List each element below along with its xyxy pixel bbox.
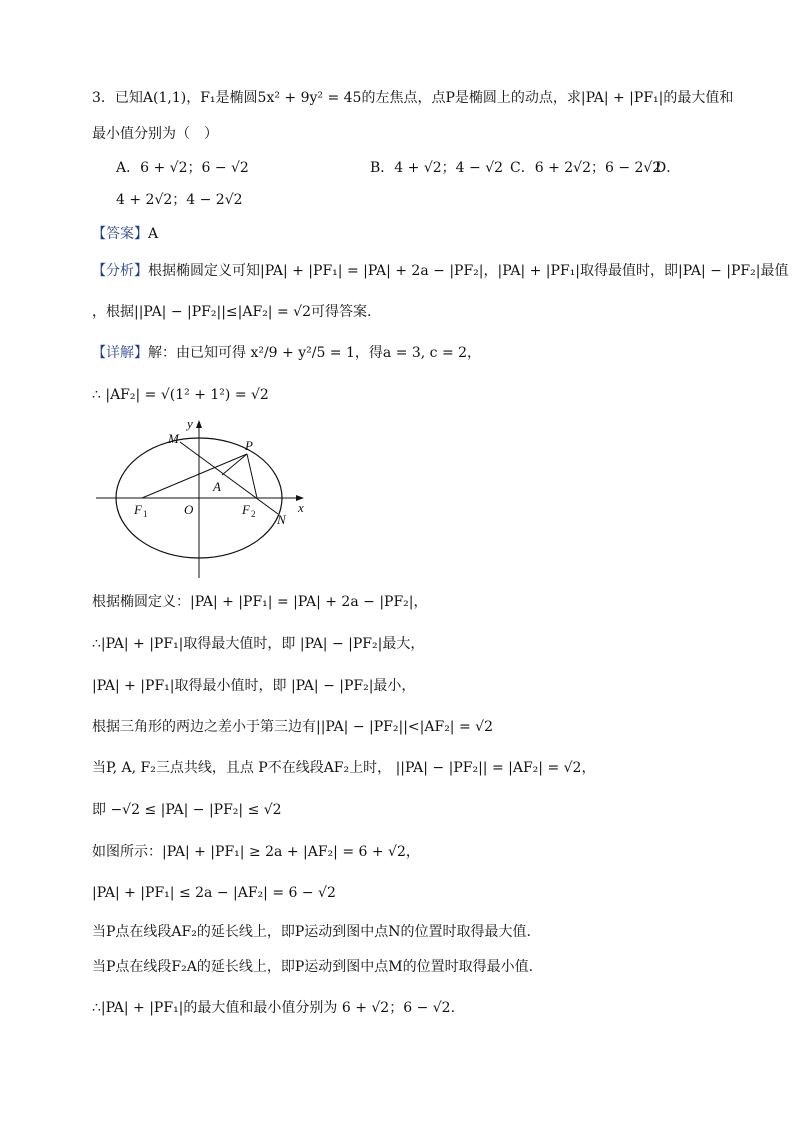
detail-line-1 (92, 343, 481, 363)
solution-step-6: 即 −√2 ≤ |PA| − |PF₂| ≤ √2 (92, 802, 282, 818)
label-f1-sub: 1 (143, 509, 148, 519)
answer-row (92, 224, 158, 244)
segment-f1-p (142, 454, 247, 498)
solution-step-3: |PA| + |PF₁|取得最小值时，即 |PA| − |PF₂|最小， (92, 678, 416, 694)
detail-line-2: ∴ |AF₂| = √(1² + 1²) = √2 (92, 387, 269, 403)
label-x: x (298, 500, 304, 515)
answer-tag: 【答案】 (92, 226, 148, 242)
solution-step-2: ∴|PA| + |PF₁|取得最大值时，即 |PA| − |PF₂|最大， (92, 636, 425, 652)
option-b: B．4 + √2；4 − √2 (370, 160, 504, 176)
label-m: M (168, 431, 179, 446)
answer-text: A (148, 226, 159, 242)
analysis-tag: 【分析】 (92, 263, 148, 279)
option-d-label: D． (655, 160, 681, 176)
label-f1: F (134, 502, 142, 517)
label-o: O (184, 502, 194, 517)
solution-step-9: 当P点在线段AF₂的延长线上，即P运动到图中点N的位置时取得最大值. (92, 924, 531, 940)
label-p: P (245, 438, 253, 453)
option-a: A．6 + √2；6 − √2 (116, 160, 249, 176)
solution-step-4: 根据三角形的两边之差小于第三边有||PA| − |PF₂||<|AF₂| = √2 (92, 719, 493, 735)
segment-p-f2 (247, 454, 257, 498)
label-n: N (277, 512, 286, 527)
solution-step-11: ∴|PA| + |PF₁|的最大值和最小值分别为 6 + √2；6 − √2. (92, 1000, 456, 1016)
detail-tag: 【详解】 (92, 345, 148, 361)
solution-step-1: 根据椭圆定义：|PA| + |PF₁| = |PA| + 2a − |PF₂|， (92, 594, 428, 610)
segment-m-n (180, 442, 278, 514)
label-y: y (187, 416, 193, 431)
label-f2: F (242, 502, 250, 517)
question-line-2: 最小值分别为（ ） (92, 126, 218, 142)
analysis-line-2: ，根据||PA| − |PF₂||≤|AF₂| = √2可得答案. (92, 304, 372, 320)
detail-text-1: 解：由已知可得 x²/9 + y²/5 = 1，得a = 3, c = 2， (148, 345, 482, 361)
label-a: A (213, 479, 221, 494)
solution-step-5: 当P, A, F₂三点共线，且点 P不在线段AF₂上时， ||PA| − |PF₂|| = |AF₂| = √2， (92, 760, 596, 776)
option-d-value: 4 + 2√2；4 − 2√2 (116, 192, 243, 208)
analysis-text-1: 根据椭圆定义可知|PA| + |PF₁| = |PA| + 2a − |PF₂|，|PA| + |PF₁|取得最值时，即|PA| − |PF₂|最值 (148, 263, 789, 279)
label-f2-sub: 2 (251, 509, 256, 519)
ellipse-figure (92, 412, 322, 582)
y-axis-arrow (196, 420, 202, 428)
analysis-line-1 (92, 261, 788, 281)
segment-p-a (222, 454, 247, 475)
option-c: C．6 + 2√2；6 − 2√2 (510, 160, 662, 176)
solution-step-8: |PA| + |PF₁| ≤ 2a − |AF₂| = 6 − √2 (92, 885, 336, 901)
solution-step-7: 如图所示：|PA| + |PF₁| ≥ 2a + |AF₂| = 6 + √2， (92, 844, 420, 860)
solution-step-10: 当P点在线段F₂A的延长线上，即P运动到图中点M的位置时取得最小值. (92, 959, 534, 975)
question-line-1: 3．已知A(1,1)，F₁是椭圆5x² + 9y² = 45的左焦点，点P是椭圆上的动点，求|PA| + |PF₁|的最大值和 (92, 90, 734, 106)
